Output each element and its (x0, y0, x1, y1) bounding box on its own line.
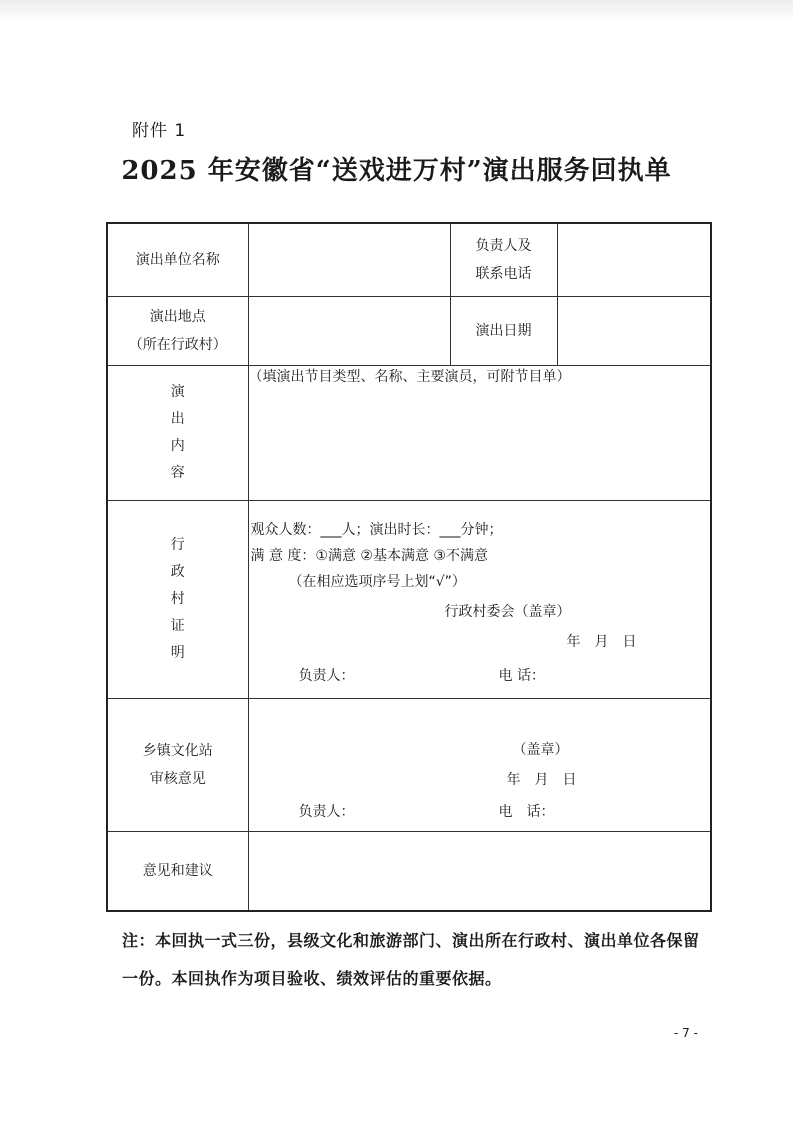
village-label-char: 政 (170, 563, 185, 580)
contact-label-line2: 联系电话 (475, 265, 532, 282)
suggestion-label: 意见和建议 (107, 831, 248, 911)
content-label-char: 演 (170, 383, 185, 400)
unit-name-label: 演出单位名称 (107, 223, 248, 296)
village-label-char: 村 (170, 590, 185, 607)
content-field[interactable] (248, 365, 711, 500)
content-label-char: 内 (170, 437, 185, 454)
town-phone: 电 话： (498, 803, 555, 820)
scan-top-shade (0, 0, 793, 22)
content-label (107, 365, 248, 500)
town-label-line2: 审核意见 (149, 770, 206, 787)
footnote: 注：本回执一式三份，县级文化和旅游部门、演出所在行政村、演出单位各保留一份。本回执作为项目验收、绩效评估的重要依据。 (122, 931, 700, 988)
village-proof-field[interactable] (248, 500, 711, 698)
location-label-line1: 演出地点 (149, 308, 206, 325)
location-label (107, 296, 248, 365)
village-phone: 电 话： (498, 667, 545, 684)
audience-line: 观众人数：___人；演出时长：___分钟； (250, 521, 503, 538)
contact-label (450, 223, 557, 296)
satisfaction-line: 满 意 度：①满意 ②基本满意 ③不满意 (250, 547, 488, 564)
receipt-form-table (106, 222, 712, 912)
content-label-char: 容 (170, 464, 185, 481)
row-content (107, 365, 711, 500)
row-unit (107, 223, 711, 296)
village-label (107, 500, 248, 698)
suggestion-field[interactable] (248, 831, 711, 911)
unit-name-field[interactable] (248, 223, 450, 296)
contact-label-line1: 负责人及 (475, 237, 532, 254)
row-suggestion (107, 831, 711, 911)
page-number: - 7 - (674, 1026, 698, 1040)
mark-hint: （在相应选项序号上划“√”） (288, 573, 466, 590)
content-label-char: 出 (170, 410, 185, 427)
village-label-char: 证 (170, 617, 185, 634)
contact-field[interactable] (557, 223, 711, 296)
content-hint: （填演出节目类型、名称、主要演员，可附节目单） (248, 368, 571, 385)
village-person: 负责人： (298, 667, 355, 684)
location-label-line2: （所在行政村） (128, 336, 227, 353)
date-label: 演出日期 (450, 296, 557, 365)
date-field[interactable] (557, 296, 711, 365)
town-seal: （盖章） (512, 741, 569, 758)
town-date: 年 月 日 (506, 771, 577, 788)
village-seal: 行政村委会（盖章） (444, 603, 571, 620)
town-review-field[interactable] (248, 698, 711, 831)
village-label-char: 行 (170, 536, 185, 553)
attachment-label: 附件 1 (132, 121, 187, 141)
location-field[interactable] (248, 296, 450, 365)
village-label-char: 明 (170, 644, 185, 661)
row-town (107, 698, 711, 831)
town-person: 负责人： (298, 803, 355, 820)
page-title: 2025 年安徽省“送戏进万村”演出服务回执单 (121, 156, 672, 186)
row-location (107, 296, 711, 365)
town-label (107, 698, 248, 831)
row-village (107, 500, 711, 698)
town-label-line1: 乡镇文化站 (142, 742, 213, 759)
village-date: 年 月 日 (566, 633, 637, 650)
